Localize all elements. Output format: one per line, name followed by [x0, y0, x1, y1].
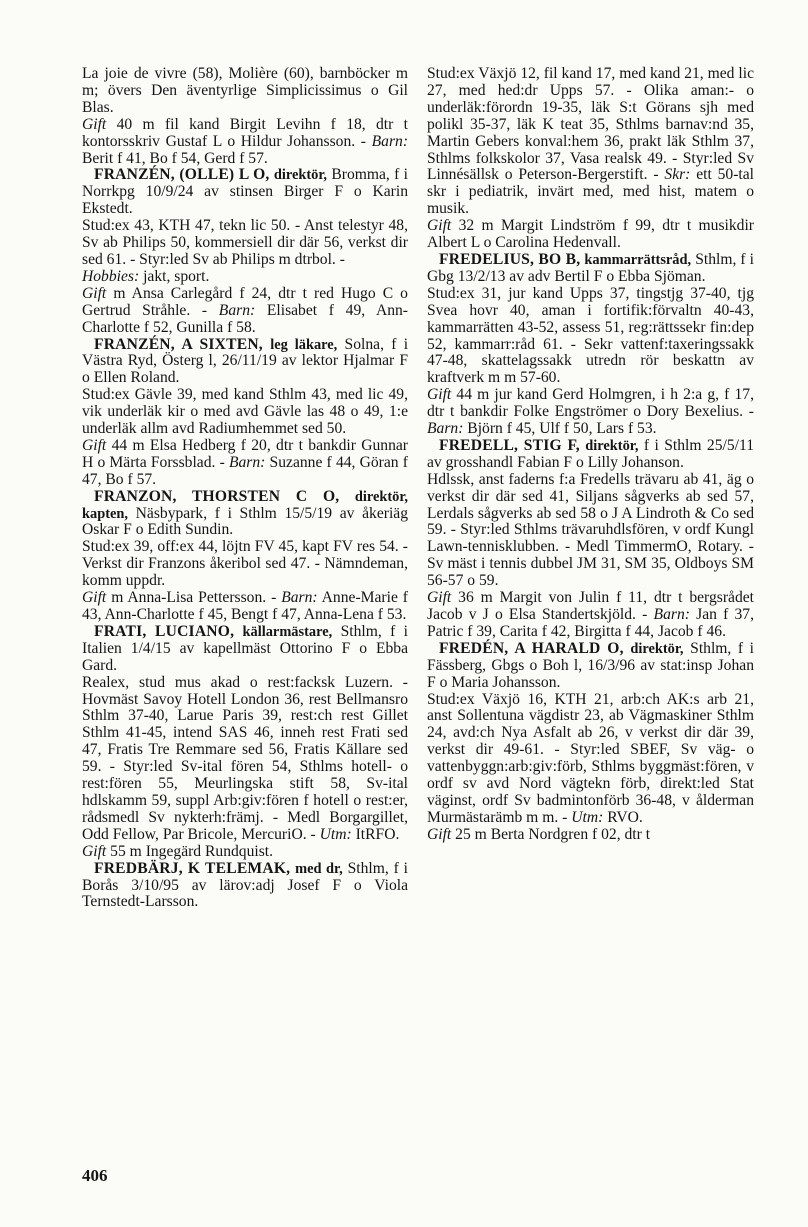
person-title: direktör,	[273, 167, 328, 184]
birth-info: Sthlm, f i Gbg 13/2/13 av adv Bertil F o Ebba Sjöman.	[427, 250, 755, 285]
right-column	[427, 66, 754, 844]
person-title: kammarrättsråd,	[584, 251, 692, 268]
biography-entry	[82, 337, 408, 489]
entry-paragraph	[82, 590, 408, 624]
entry-heading	[82, 489, 408, 540]
entry-paragraph	[82, 286, 408, 337]
field-text: Jan f 37, Patric f 39, Carita f 42, Birgitta f 44, Jacob f 46.	[427, 606, 754, 640]
entry-heading	[427, 438, 754, 472]
left-column	[82, 66, 408, 911]
field-text: Stud:ex Växjö 16, KTH 21, arb:ch AK:s arb 21, anst Sollentuna vägdistr 23, ab Vägmaskiner Sthlm 24, avd:ch Nya Asfalt ab 26, v verkst dir där 39, verkst dir 49-61. - Styr:led SBEF, Sv väg- o vattenbyggn:arb:giv:förb, Sthlms byggmäst:fören, v ordf sv avd Nord vägtekn förb, direkt:led Stat väginst, ordf Sv badmintonförb 36-48, v ålderman Murmästarämb m m. -	[427, 690, 754, 826]
field-text: La joie de vivre (58), Molière (60), barnböcker m m; övers Den äventyrlige Simplicissimus o Gil Blas.	[82, 65, 408, 116]
person-name: FREDELIUS, BO B,	[439, 250, 581, 268]
entry-paragraph	[82, 269, 408, 286]
biography-entry	[82, 489, 408, 624]
field-label: Gift	[82, 589, 107, 607]
field-text: Anne-Marie f 43, Ann-Charlotte f 45, Bengt f 47, Anna-Lena f 53.	[82, 589, 408, 623]
biography-entry	[82, 861, 408, 912]
field-label: Barn:	[281, 589, 318, 607]
biography-entry	[427, 438, 754, 641]
field-label: Gift	[427, 825, 452, 843]
entry-paragraph	[427, 387, 754, 438]
field-label: Gift	[82, 115, 107, 133]
entry-paragraph	[82, 539, 408, 590]
field-text: 36 m Margit von Julin f 11, dtr t bergsrådet Jacob v J o Elsa Standertskjöld. -	[427, 589, 754, 623]
field-label: Barn:	[228, 453, 266, 471]
field-label: Utm:	[319, 825, 352, 843]
entry-paragraph	[427, 827, 754, 844]
entry-heading	[82, 624, 408, 675]
person-name: FRATI, LUCIANO,	[94, 622, 235, 640]
field-text: Stud:ex 43, KTH 47, tekn lic 50. - Anst telestyr 48, Sv ab Philips 50, kommersiell dir där 56, verkst dir sed 61. - Styr:led Sv ab Philips m dtrbol. -	[82, 217, 408, 268]
field-text: Stud:ex 31, jur kand Upps 37, tingstjg 37-40, tjg Svea hovr 40, aman i fortifik:förvaltn 40-43, kammarrätten 43-52, assess 51, reg:rättssekr fin:dep 52, kammarr:råd 61. - Sekr vattenf:taxeringssakk 47-48, skattelagssakk utredn rör beskattn av kraftverk m m 57-60.	[427, 284, 754, 387]
person-title: direktör,	[585, 437, 639, 454]
field-label: Gift	[427, 217, 452, 235]
entry-heading	[427, 641, 754, 692]
field-text: Stud:ex Gävle 39, med kand Sthlm 43, med lic 49, vik underläk kir o med avd Gävle las 48 o 49, 1:e underläk allm avd Radiumhemmet sed 50.	[82, 386, 408, 438]
birth-info: Sthlm, f i Borås 3/10/95 av lärov:adj Josef F o Viola Ternstedt-Larsson.	[82, 859, 408, 911]
entry-paragraph	[82, 387, 408, 438]
field-text: Stud:ex Växjö 12, fil kand 17, med kand 21, med lic 27, med hed:dr Upps 57. - Olika aman:- o underläk:förordn 19-35, läk S:t Görans sjh med polikl 35-37, läk K teat 35, Sthlms barnav:nd 35, Martin Gebers konval:hem 36, prakt läk Sthlm 37, Sthlms folkskolor 37, Vasa realsk 49. - Styr:led Sv Linnésällsk o Peterson-Bergerstift. -	[427, 65, 754, 184]
entry-paragraph	[82, 675, 408, 844]
field-text: 25 m Berta Nordgren f 02, dtr t	[455, 825, 651, 843]
person-title: med dr,	[295, 860, 343, 877]
field-text: Berit f 41, Bo f 54, Gerd f 57.	[82, 149, 268, 167]
birth-info: Bromma, f i Norrkpg 10/9/24 av stinsen Birger F o Karin Ekstedt.	[82, 166, 408, 218]
field-label: Gift	[82, 842, 107, 860]
field-label: Utm:	[571, 808, 604, 826]
field-text: 55 m Ingegärd Rundquist.	[110, 842, 274, 860]
entry-heading	[82, 337, 408, 388]
field-text: ItRFO.	[355, 825, 400, 843]
birth-info: Sthlm, f i Fässberg, Gbgs o Boh l, 16/3/96 av stat:insp Johan F o Maria Johansson.	[427, 639, 755, 691]
person-title: leg läkare,	[270, 336, 338, 353]
entry-paragraph	[427, 218, 754, 252]
field-label: Skr:	[664, 166, 691, 184]
field-text: Suzanne f 44, Göran f 47, Bo f 57.	[82, 453, 408, 488]
field-text: Hdlssk, anst faderns f:a Fredells trävaru ab 41, äg o verkst dir där sed 41, Siljans sågverks ab sed 57, Lerdals sågverks ab sed 58 o J A Lindroth & Co sed 59. - Styr:led Sthlms trävaruhdlsfören, v ordf Kungl Lawn-tennisklubben. - Medl TimmermO, Rotary. - Sv mäst i tennis dubbel JM 31, SM 35, Oldboys SM 56-57 o 59.	[427, 470, 754, 590]
biography-entry	[427, 641, 754, 844]
field-text: m Ansa Carlegård f 24, dtr t red Hugo C o Gertrud Stråhle. -	[82, 284, 408, 319]
biography-entry	[427, 66, 754, 252]
entry-paragraph	[82, 218, 408, 269]
entry-paragraph	[427, 472, 754, 590]
field-label: Gift	[82, 436, 107, 454]
entry-heading	[82, 861, 408, 912]
field-text: Stud:ex 39, off:ex 44, löjtn FV 45, kapt FV res 54. - Verkst dir Franzons åkeribol sed 47. - Nämndeman, komm uppdr.	[82, 538, 408, 590]
field-text: 44 m Elsa Hedberg f 20, dtr t bankdir Gunnar H o Märta Forssblad. -	[82, 436, 408, 471]
field-text: jakt, sport.	[143, 267, 210, 285]
field-label: Barn:	[218, 301, 256, 319]
biography-entry	[427, 252, 754, 438]
page-number: 406	[82, 1166, 108, 1185]
field-text: ett 50-tal skr i pediatrik, invärt med, med hist, matem o musik.	[427, 166, 754, 218]
biography-entry	[82, 66, 408, 167]
birth-info: Näsbypark, f i Sthlm 15/5/19 av åkeriäg Oskar F o Edith Sundin.	[82, 504, 408, 539]
entry-paragraph	[82, 117, 408, 168]
person-title: direktör, kapten,	[82, 488, 408, 522]
field-label: Gift	[427, 589, 452, 607]
entry-paragraph	[82, 844, 408, 861]
field-text: 40 m fil kand Birgit Levihn f 18, dtr t kontorsskriv Gustaf L o Hildur Johansson. -	[82, 115, 408, 150]
field-label: Gift	[427, 386, 452, 404]
person-name: FREDÉN, A HARALD O,	[439, 639, 624, 657]
field-text: 44 m jur kand Gerd Holmgren, i h 2:a g, f 17, dtr t bankdir Folke Engströmer o Dory Bexelius. -	[427, 386, 754, 421]
person-name: FREDELL, STIG F,	[439, 436, 580, 454]
field-text: m Anna-Lisa Pettersson. -	[111, 589, 277, 607]
field-text: Björn f 45, Ulf f 50, Lars f 53.	[467, 420, 657, 438]
field-label: Barn:	[653, 606, 690, 623]
biography-entry	[82, 167, 408, 336]
field-label: Hobbies:	[82, 267, 140, 285]
entry-heading	[82, 167, 408, 218]
field-label: Barn:	[371, 132, 409, 150]
field-text: Elisabet f 49, Ann-Charlotte f 52, Gunilla f 58.	[82, 301, 408, 336]
person-name: FREDBÄRJ, K TELEMAK,	[94, 859, 291, 877]
field-text: Realex, stud mus akad o rest:facksk Luzern. - Hovmäst Savoy Hotell London 36, rest Bellmansro Sthlm 37-40, Larue Paris 39, rest:ch rest Gillet Sthlm 41-45, intend SAS 46, inneh rest Frati sed 47, Fratis Tre Remmare sed 56, Fratis Källare sed 59. - Styr:led Sv-ital fören 54, Sthlms hotell- o rest:fören 55, Meurlingska stift 58, Sv-ital hdlskamm 59, suppl Arb:giv:fören f hotell o rest:er, rådsmedl Sv nykterh:främj. - Medl Borgargillet, Odd Fellow, Par Bricole, MercuriO. -	[82, 673, 408, 843]
biography-entry	[82, 624, 408, 861]
person-name: FRANZÉN, A SIXTEN,	[94, 335, 263, 353]
person-name: FRANZON, THORSTEN C O,	[94, 487, 340, 505]
person-name: FRANZÉN, (OLLE) L O,	[94, 166, 270, 184]
field-text: 32 m Margit Lindström f 99, dtr t musikdir Albert L o Carolina Hedenvall.	[427, 217, 754, 252]
entry-paragraph	[82, 438, 408, 489]
birth-info: Sthlm, f i Italien 1/4/15 av kapellmäst Ottorino F o Ebba Gard.	[82, 622, 409, 674]
field-label: Gift	[82, 284, 107, 302]
entry-paragraph	[427, 692, 754, 827]
entry-paragraph	[82, 66, 408, 117]
entry-paragraph	[427, 66, 754, 218]
field-text: RVO.	[607, 808, 643, 826]
field-label: Barn:	[427, 420, 464, 438]
entry-paragraph	[427, 590, 754, 641]
entry-paragraph	[427, 286, 754, 387]
birth-info: Solna, f i Västra Ryd, Österg l, 26/11/19 av lektor Hjalmar F o Ellen Roland.	[82, 335, 409, 387]
person-title: direktör,	[630, 640, 684, 657]
entry-heading	[427, 252, 754, 286]
person-title: källarmästare,	[242, 623, 333, 640]
birth-info: f i Sthlm 25/5/11 av grosshandl Fabian F o Lilly Johanson.	[427, 436, 754, 471]
